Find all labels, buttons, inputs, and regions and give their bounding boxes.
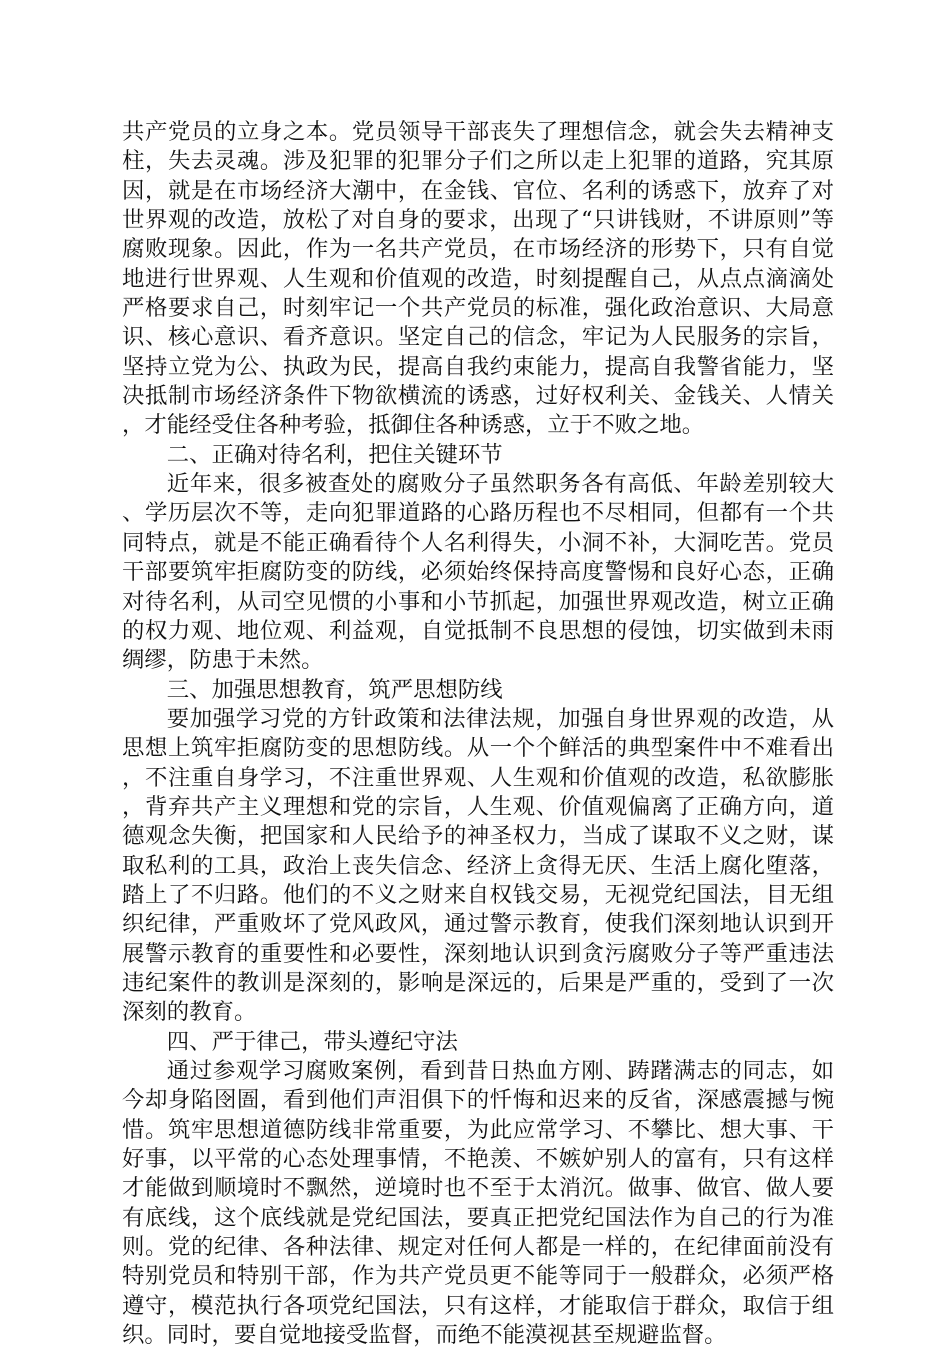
section-heading-discipline: 四、严于律己，带头遵纪守法 — [166, 1028, 458, 1055]
section-heading-education: 三、加强思想教育，筑严思想防线 — [166, 676, 503, 703]
paragraph-fame: 近年来，很多被查处的腐败分子虽然职务各有高低、年龄差别较大、学历层次不等，走向犯罪道路的心路历程也不尽相同，但都有一个共同特点，就是不能正确看待个人名利得失，小洞不补，大洞吃苦。党员干部要筑牢拒腐防变的防线，必须始终保持高度警惕和良好心态，正确对待名利，从司空见惯的小事和小节抓起，加强世界观改造，树立正确的权力观、地位观、利益观，自觉抵制不良思想的侵蚀，切实做到未雨绸缪，防患于未然。 — [122, 471, 834, 674]
section-heading-fame: 二、正确对待名利，把住关键环节 — [166, 441, 503, 468]
document-body — [122, 118, 834, 1350]
paragraph-discipline: 通过参观学习腐败案例，看到昔日热血方刚、踌躇满志的同志，如今却身陷囹圄，看到他们声泪俱下的忏悔和迟来的反省，深感震撼与惋惜。筑牢思想道德防线非常重要，为此应常学习、不攀比、想大事、干好事，以平常的心态处理事情，不艳羡、不嫉妒别人的富有，只有这样才能做到顺境时不飘然，逆境时也不至于太消沉。做事、做官、做人要有底线，这个底线就是党纪国法，要真正把党纪国法作为自己的行为准则。党的纪律、各种法律、规定对任何人都是一样的，在纪律面前没有特别党员和特别干部，作为共产党员更不能等同于一般群众，必须严格遵守，模范执行各项党纪国法，只有这样，才能取信于群众，取信于组织。同时，要自觉地接受监督，而绝不能漠视甚至规避监督。 — [122, 1058, 834, 1349]
paragraph-education: 要加强学习党的方针政策和法律法规，加强自身世界观的改造，从思想上筑牢拒腐防变的思想防线。从一个个鲜活的典型案件中不难看出，不注重自身学习，不注重世界观、人生观和价值观的改造，私欲膨胀，背弃共产主义理想和党的宗旨，人生观、价值观偏离了正确方向，道德观念失衡，把国家和人民给予的神圣权力，当成了谋取不义之财，谋取私利的工具，政治上丧失信念、经济上贪得无厌、生活上腐化堕落，踏上了不归路。他们的不义之财来自权钱交易，无视党纪国法，目无组织纪律，严重败坏了党风政风，通过警示教育，使我们深刻地认识到开展警示教育的重要性和必要性，深刻地认识到贪污腐败分子等严重违法违纪案件的教训是深刻的，影响是深远的，后果是严重的，受到了一次深刻的教育。 — [122, 705, 834, 1026]
paragraph-ideals: 共产党员的立身之本。党员领导干部丧失了理想信念，就会失去精神支柱，失去灵魂。涉及犯罪的犯罪分子们之所以走上犯罪的道路，究其原因，就是在市场经济大潮中，在金钱、官位、名利的诱惑下，放弃了对世界观的改造，放松了对自身的要求，出现了“只讲钱财，不讲原则”等腐败现象。因此，作为一名共产党员，在市场经济的形势下，只有自觉地进行世界观、人生观和价值观的改造，时刻提醒自己，从点点滴滴处严格要求自己，时刻牢记一个共产党员的标准，强化政治意识、大局意识、核心意识、看齐意识。坚定自己的信念，牢记为人民服务的宗旨，坚持立党为公、执政为民，提高自我约束能力，提高自我警省能力，坚决抵制市场经济条件下物欲横流的诱惑，过好权利关、金钱关、人情关，才能经受住各种考验，抵御住各种诱惑，立于不败之地。 — [122, 119, 834, 439]
